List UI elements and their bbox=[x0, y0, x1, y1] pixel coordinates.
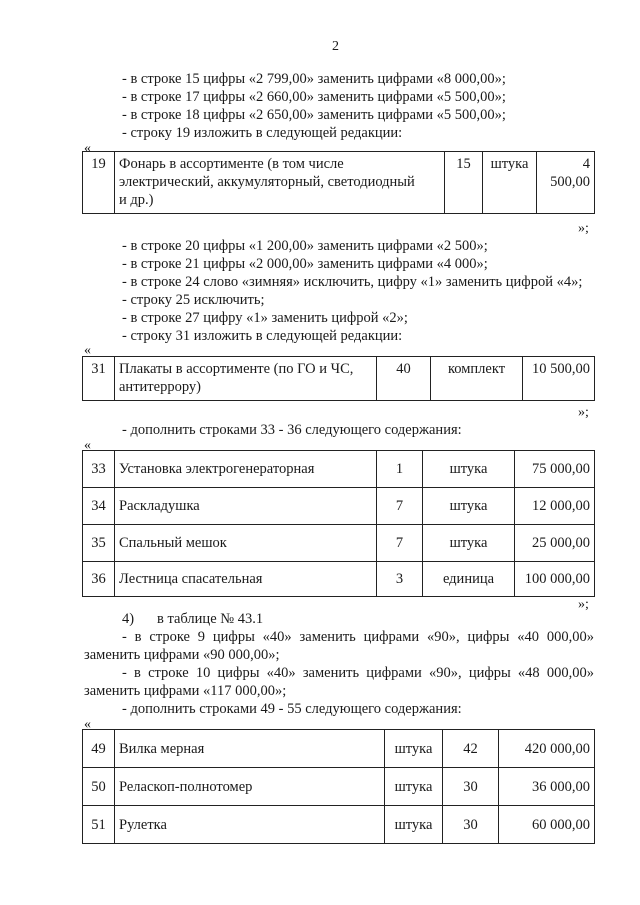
row-number: 33 bbox=[83, 451, 115, 488]
amendment-line: - в строке 27 цифру «1» заменить цифрой «2»; bbox=[122, 310, 408, 326]
item-name: Установка электрогенераторная bbox=[115, 451, 377, 488]
amendment-line: - в строке 10 цифры «40» заменить цифрами «90», цифры «48 000,00» bbox=[122, 665, 594, 681]
item-quantity: 30 bbox=[443, 768, 499, 806]
item-price: 4 500,00 bbox=[537, 152, 595, 214]
close-quote: »; bbox=[578, 221, 589, 236]
item-price: 60 000,00 bbox=[499, 806, 595, 844]
item-quantity: 3 bbox=[377, 562, 423, 597]
table-row bbox=[83, 562, 595, 597]
row-number: 36 bbox=[83, 562, 115, 597]
item-unit: штука bbox=[423, 451, 515, 488]
row-number: 50 bbox=[83, 768, 115, 806]
amendment-line: - в строке 20 цифры «1 200,00» заменить цифрами «2 500»; bbox=[122, 238, 488, 254]
table-row bbox=[83, 768, 595, 806]
item-name: Раскладушка bbox=[115, 488, 377, 525]
item-name: Вилка мерная bbox=[115, 730, 385, 768]
amendment-line: - в строке 15 цифры «2 799,00» заменить цифрами «8 000,00»; bbox=[122, 71, 506, 87]
section-item-text: в таблице № 43.1 bbox=[157, 611, 264, 627]
open-quote: « bbox=[84, 717, 91, 732]
amendment-line: - строку 19 изложить в следующей редакции: bbox=[122, 125, 403, 141]
row-number: 49 bbox=[83, 730, 115, 768]
item-quantity: 1 bbox=[377, 451, 423, 488]
table-row-19 bbox=[82, 151, 595, 214]
section-item-number: 4) bbox=[122, 611, 135, 627]
amendment-line: - в строке 17 цифры «2 660,00» заменить цифрами «5 500,00»; bbox=[122, 89, 506, 105]
table-row bbox=[83, 806, 595, 844]
item-price: 75 000,00 bbox=[515, 451, 595, 488]
item-quantity: 42 bbox=[443, 730, 499, 768]
table-rows-33-36 bbox=[82, 450, 595, 597]
table-row bbox=[83, 525, 595, 562]
close-quote: »; bbox=[578, 405, 589, 420]
row-number: 51 bbox=[83, 806, 115, 844]
item-price: 25 000,00 bbox=[515, 525, 595, 562]
item-price: 10 500,00 bbox=[523, 357, 595, 401]
amendment-line: - в строке 21 цифры «2 000,00» заменить цифрами «4 000»; bbox=[122, 256, 488, 272]
item-name: Фонарь в ассортименте (в том числе электрический, аккумуляторный, светодиодный и др.) bbox=[115, 152, 445, 214]
item-price: 36 000,00 bbox=[499, 768, 595, 806]
item-price: 100 000,00 bbox=[515, 562, 595, 597]
open-quote: « bbox=[84, 141, 91, 156]
item-price: 12 000,00 bbox=[515, 488, 595, 525]
amendment-line: - дополнить строками 33 - 36 следующего содержания: bbox=[122, 422, 462, 438]
table-row-31 bbox=[82, 356, 595, 401]
amendment-line: - строку 31 изложить в следующей редакции: bbox=[122, 328, 403, 344]
table-row bbox=[83, 730, 595, 768]
row-number: 31 bbox=[83, 357, 115, 401]
item-unit: единица bbox=[423, 562, 515, 597]
item-price: 420 000,00 bbox=[499, 730, 595, 768]
amendment-line: - в строке 9 цифры «40» заменить цифрами «90», цифры «40 000,00» bbox=[122, 629, 594, 645]
item-quantity: 7 bbox=[377, 488, 423, 525]
row-number: 34 bbox=[83, 488, 115, 525]
item-quantity: 7 bbox=[377, 525, 423, 562]
close-quote: »; bbox=[578, 597, 589, 612]
open-quote: « bbox=[84, 438, 91, 453]
amendment-line: - строку 25 исключить; bbox=[122, 292, 265, 308]
item-unit: штука bbox=[423, 525, 515, 562]
item-name: Рулетка bbox=[115, 806, 385, 844]
row-number: 35 bbox=[83, 525, 115, 562]
item-unit: комплект bbox=[431, 357, 523, 401]
item-quantity: 15 bbox=[445, 152, 483, 214]
amendment-line: - дополнить строками 49 - 55 следующего содержания: bbox=[122, 701, 462, 717]
item-name: Реласкоп-полнотомер bbox=[115, 768, 385, 806]
item-name: Лестница спасательная bbox=[115, 562, 377, 597]
item-unit: штука bbox=[385, 806, 443, 844]
amendment-line: - в строке 18 цифры «2 650,00» заменить цифрами «5 500,00»; bbox=[122, 107, 506, 123]
item-unit: штука bbox=[423, 488, 515, 525]
table-row bbox=[83, 488, 595, 525]
row-number: 19 bbox=[83, 152, 115, 214]
item-unit: штука bbox=[385, 768, 443, 806]
amendment-line: заменить цифрами «90 000,00»; bbox=[84, 647, 280, 663]
item-unit: штука bbox=[483, 152, 537, 214]
page-number: 2 bbox=[332, 39, 339, 54]
item-quantity: 30 bbox=[443, 806, 499, 844]
open-quote: « bbox=[84, 343, 91, 358]
item-unit: штука bbox=[385, 730, 443, 768]
table-row bbox=[83, 451, 595, 488]
item-quantity: 40 bbox=[377, 357, 431, 401]
item-name: Спальный мешок bbox=[115, 525, 377, 562]
amendment-line: заменить цифрами «117 000,00»; bbox=[84, 683, 287, 699]
item-name: Плакаты в ассортименте (по ГО и ЧС, антитеррору) bbox=[115, 357, 377, 401]
amendment-line: - в строке 24 слово «зимняя» исключить, цифру «1» заменить цифрой «4»; bbox=[122, 274, 583, 290]
table-rows-49-51 bbox=[82, 729, 595, 844]
